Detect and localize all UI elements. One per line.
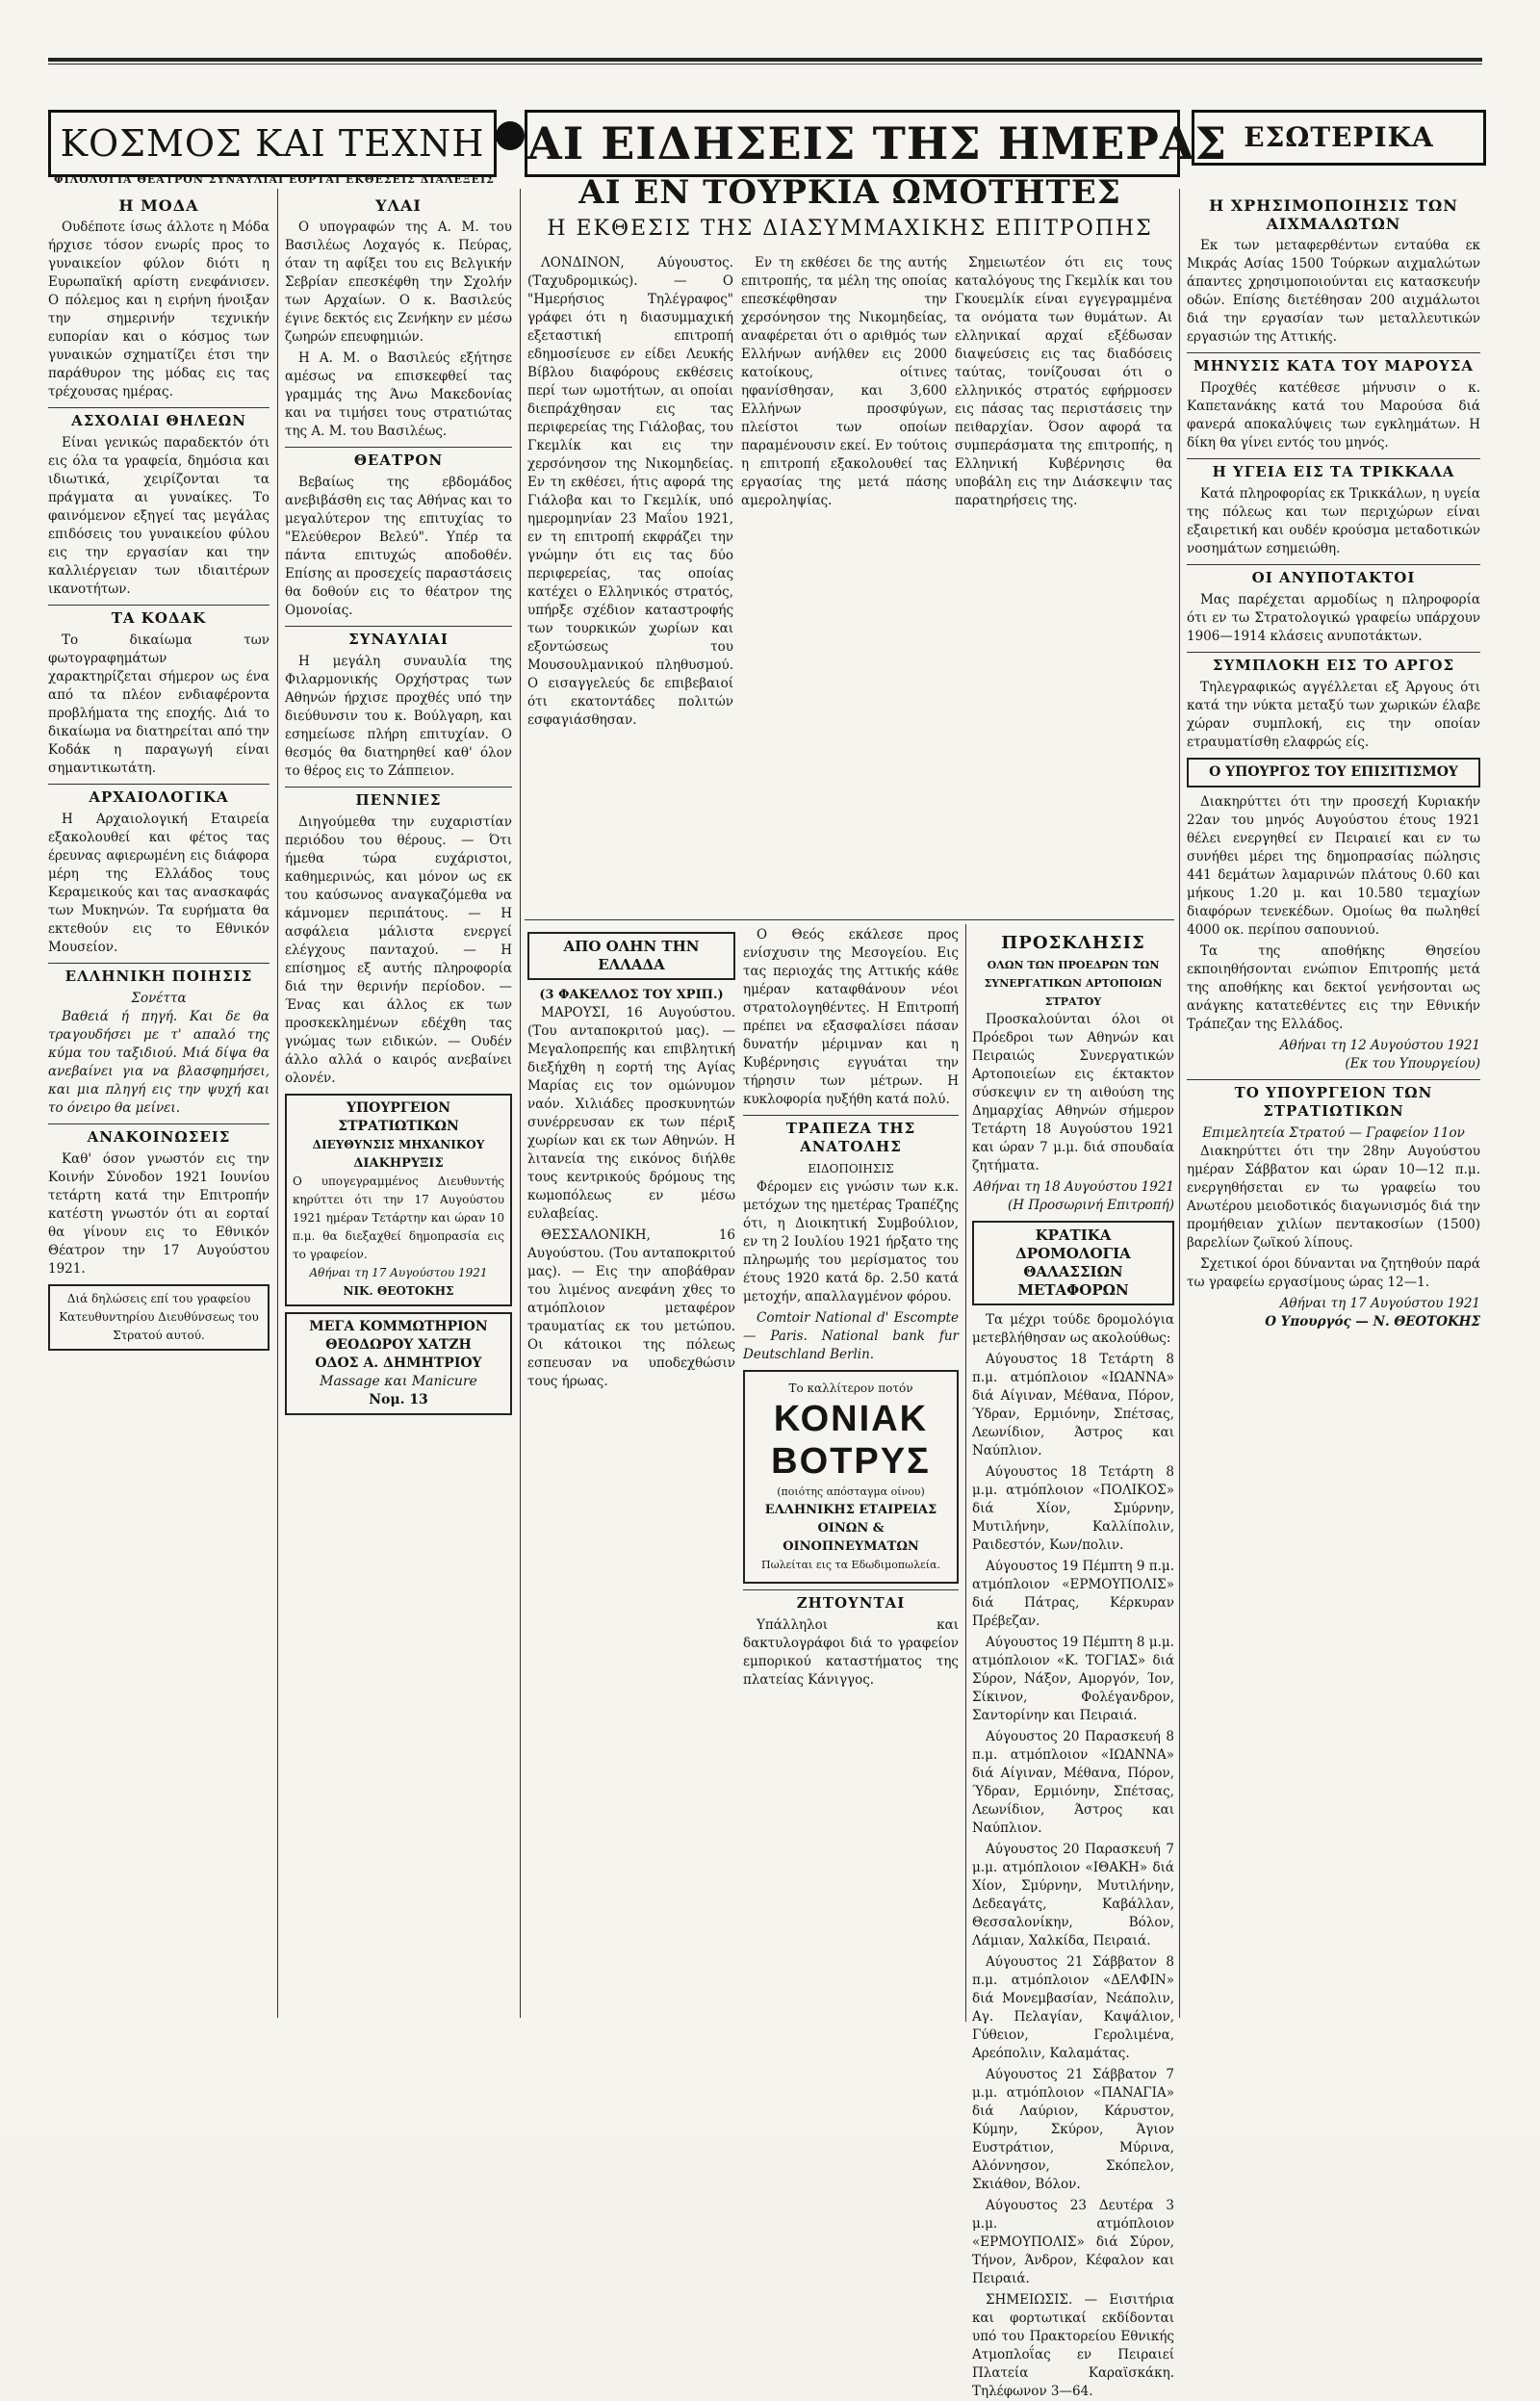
article-ugeia: Κατά πληροφορίας εκ Τρικκάλων, η υγεία της πόλεως και των περιχώρων είναι εξαιρετική και ουδέν κρούσμα μεταδοτικών νοσημάτων εσημειώθη. (1187, 486, 1480, 556)
heading-prosklisis-sub: ΟΛΩΝ ΤΩΝ ΠΡΟΕΔΡΩΝ ΤΩΝ ΣΥΝΕΡΓΑΤΙΚΩΝ ΑΡΤΟΠΟΙΩΝ ΣΤΡΑΤΟΥ (984, 959, 1163, 1008)
article-arxaiologika: Η Αρχαιολογική Εταιρεία εξακολουθεί και φέτος τας έρευνας αφιερωμένη εις διάφορα μέρη της Ελλάδος τους Κεραμεικούς και τας ανασκαφάς των Μυκηνών. Τα ευρήματα θα εκτεθούν εις το Εθνικόν Μουσείον. (48, 812, 270, 955)
article-askoliai: Είναι γενικώς παραδεκτόν ότι εις όλα τα γραφεία, δημόσια και ιδιωτικά, χειρίζονται τα πράγματα αι γυναίκες. Το φαινόμενον εξηγεί τας μεγάλας επιδόσεις του γυναικείου φύλου εις την εργασίαν και την καλλιέργειαν των ιδιαιτέρων ικανοτήτων. (48, 435, 270, 597)
article-prosklisis: Προσκαλούνται όλοι οι Πρόεδροι των Αθηνών και Πειραιώς Συνεργατικών Αρτοποιείων εις έκτακτον σύσκεψιν εν τη αιθούση της Δημαρχίας Αθηνών σήμερον Τετάρτη 18 Αυγούστου 1921 και ώραν 7 μ.μ. διά σπουδαία ζητήματα. (972, 1012, 1174, 1174)
article-argos: Τηλεγραφικώς αγγέλλεται εξ Άργους ότι κατά την νύκτα μεταξύ των χωρικών έλαβε χώραν συμπλοκή, εις την οποίαν ετραυματίσθη ελαφρώς είς. (1187, 680, 1480, 750)
ad-koniak-company: ΕΛΛΗΝΙΚΗΣ ΕΤΑΙΡΕΙΑΣ ΟΙΝΩΝ & ΟΙΝΟΠΝΕΥΜΑΤΩΝ (764, 1503, 937, 1554)
column-3-lower-left (527, 926, 735, 2019)
heading-moda: Η ΜΟΔΑ (118, 196, 199, 215)
article-ulai: Ο υπογραφών της Α. Μ. του Βασιλέως Λοχαγός κ. Πεύρας, όταν τη αφίξει του εις Βελγικήν Σεβρίαν επεσκέφθη την Σχολήν των Αρχαίων. Ο κ. Βασιλεύς έγινε δεκτός εις Ζενήκην εν μέσω ζωηρών επευφημιών. (285, 219, 512, 345)
ornament-icon (496, 121, 525, 150)
article-marousi: Προχθές κατέθεσε μήνυσιν ο κ. Καπετανάκης κατά του Μαρούσα διά φανερά αποκαλύψεις των εγκλημάτων. Η δίκη θα γίνει εντός του μηνός. (1187, 380, 1480, 451)
article-kodak: Το δικαίωμα των φωτογραφημάτων χαρακτηρίζεται σήμερον ως ένα από τα πλέον ενδιαφέροντα προβλήματα της εποχής. Διά το δικαίωμα να διατηρείται από την Κοδάκ η παραγωγή είναι σημαντικωτάτη. (48, 633, 270, 776)
column-1 (48, 189, 270, 2018)
poem-title: Σονέττα (131, 991, 187, 1006)
heading-stratiotikon-sub: Επιμελητεία Στρατού — Γραφείον 11ον (1202, 1125, 1465, 1141)
article-trapeza: Φέρομεν εις γνώσιν των κ.κ. μετόχων της ημετέρας Τραπέζης ότι, η Διοικητική Συμβούλιον, εν τη 2 Ιουλίου 1921 ήρξατο της πληρωμής του μερίσματος του έτους 1920 κατά δρ. 2.50 κατά μετοχήν, απαλλαγμένον φόρου. (743, 1179, 959, 1304)
lead-article-right: Σημειωτέον ότι εις τους καταλόγους της Γκεμλίκ και του Γκουεμλίκ είναι εγγεγραμμένα τα ονόματα των θυμάτων. Αι ελληνικαί αρχαί εξέδωσαν διαψεύσεις εις τας διαδόσεις ταύτας, τονίζουσαι ότι ο ελληνικός στρατός εφήρμοσεν εις πάσας τας περιστάσεις την πειθαρχίαν. Όσον αφορά τα συμπεράσματα της επιτροπής, η Ελληνική Κυβέρνησις θα υποβάλη εις την Διάσκεψιν τας παρατηρήσεις της. (955, 255, 1172, 508)
dromologio-item: Αύγουστος 18 Τετάρτη 8 π.μ. ατμόπλοιον «ΙΩΑΝΝΑ» διά Αίγιναν, Μέθανα, Πόρον, Ύδραν, Ερμιόνην, Σπέτσας, Λεωνίδιον, Άστρος και Ναύπλιον. (972, 1352, 1174, 1459)
epistitismou-date: Αθήναι τη 12 Αυγούστου 1921 (1279, 1038, 1480, 1053)
article-olia-2: ΘΕΣΣΑΛΟΝΙΚΗ, 16 Αυγούστου. (Του ανταποκριτού μας). — Εις την αποβάθραν του λιμένος ανεφάνη χθες το ατμόπλοιον μεταφέρον τραυματίας εκ του μετώπου. Οι κάτοικοι της πόλεως εσπευσαν να υποδεχθώσιν τους ήρωας. (527, 1227, 735, 1389)
heading-ulai: ΥΛΑΙ (375, 196, 422, 215)
masthead-rule (48, 58, 1482, 62)
column-2 (285, 189, 512, 2018)
ad-koniak-note: Πωλείται εις τα Εδωδιμοπωλεία. (761, 1559, 940, 1571)
notice-head: ΥΠΟΥΡΓΕΙΟΝ ΣΤΡΑΤΙΩΤΙΚΩΝ (338, 1100, 459, 1134)
dromologio-item: Αύγουστος 21 Σάββατον 7 μ.μ. ατμόπλοιον «ΠΑΝΑΓΙΑ» διά Λαύριον, Κάρυστον, Κύμην, Σκύρον, Άγιον Ευστράτιον, Μύρινα, Αλόννησον, Σκόπελον, Σκιάθον, Βόλον. (972, 2067, 1174, 2192)
heading-prosklisis: ΠΡΟΣΚΛΗΣΙΣ (1001, 933, 1145, 953)
heading-stratiotikon: ΤΟ ΥΠΟΥΡΓΕΙΟΝ ΤΩΝ ΣΤΡΑΤΙΩΤΙΚΩΝ (1187, 1079, 1480, 1121)
poem-text: Βαθειά ή πηγή. Και δε θα τραγουδήσει με τ' απαλό της κύμα του ταξιδιού. Μιά δίψα θα ανεβαίνει για να βλασφημήσει, και μια πληγή εις την ψυχή και το όνειρο θα μείνει. (48, 1009, 270, 1116)
ad-kommotirion-line1: ΘΕΟΔΩΡΟΥ ΧΑΤΖΗ (325, 1337, 472, 1353)
column-rule (520, 189, 521, 2018)
ad-koniak-sub: (ποιότης απόσταγμα οίνου) (777, 1485, 925, 1498)
heading-poiisis: ΕΛΛΗΝΙΚΗ ΠΟΙΗΣΙΣ (48, 963, 270, 986)
notice-date: Αθήναι τη 17 Αυγούστου 1921 (309, 1266, 488, 1279)
small-ad-text: Υπάλληλοι και δακτυλογράφοι διά το γραφείον εμπορικού καταστήματος της πλατείας Κάνιγγος. (743, 1617, 959, 1688)
lead-column-c (955, 254, 1172, 915)
dromologio-item: Αύγουστος 21 Σάββατον 8 π.μ. ατμόπλοιον «ΔΕΛΦΙΝ» διά Μονεμβασίαν, Νεάπολιν, Αγ. Πελαγίαν, Καψάλιον, Γύθειον, Γερολιμένα, Αρεόπολιν, Καλαμάτας. (972, 1954, 1174, 2061)
heading-small-ad: ΖΗΤΟΥΝΤΑΙ (743, 1589, 959, 1613)
article-theatron: Βεβαίως της εβδομάδος ανεβιβάσθη εις τας Αθήνας και το μεγαλύτερον της επιτυχίας το "Ελεύθερον Βελεύ". Υπέρ τα πάντα επιτυχώς αποδοθέν. Επίσης αι προσεχείς παραστάσεις θα δοθούν εις το θέατρον της Ομονοίας. (285, 475, 512, 618)
dromologio-item: Αύγουστος 23 Δευτέρα 3 μ.μ. ατμόπλοιον «ΕΡΜΟΥΠΟΛΙΣ» διά Σύρον, Τήνον, Άνδρον, Κέφαλον και Πειραιά. (972, 2198, 1174, 2286)
notice-sub2: ΔΙΑΚΗΡΥΞΙΣ (353, 1156, 444, 1171)
heading-aixmalotoi: Η ΧΡΗΣΙΜΟΠΟΙΗΣΙΣ ΤΩΝ ΑΙΧΜΑΛΩΤΩΝ (1209, 196, 1458, 233)
article-col3b: Ο Θεός εκάλεσε προς ενίσχυσιν της Μεσογείου. Εις τας περιοχάς της Αττικής κάθε ημέραν καταφθάνουν νέοι στρατολογηθέντες. Η Επιτροπή πρέπει να εξασφαλίσει πάσαν δυνατήν μέριμναν και η Κυβέρνησις εγγυάται την τήρησιν των μέτρων. Η κυκλοφορία ηυξήθη κατά πολύ. (743, 927, 959, 1107)
heading-olia-sub: (3 ΦΑΚΕΛΛΟΣ ΤΟΥ ΧΡΙΠ.) (539, 988, 724, 1002)
heading-anakoinoseis: ΑΝΑΚΟΙΝΩΣΕΙΣ (48, 1123, 270, 1147)
notice-stratiotikon-box (285, 1094, 512, 1306)
dromologio-item: Αύγουστος 19 Πέμπτη 8 μ.μ. ατμόπλοιον «Κ. ΤΟΓΙΑΣ» διά Σύρον, Νάξον, Αμοργόν, Ίον, Σίκινον, Φολέγανδρον, Σαντορίνην και Πειραιά. (972, 1635, 1174, 1723)
heading-epistitismou: Ο ΥΠΟΥΡΓΟΣ ΤΟΥ ΕΠΙΣΙΤΙΣΜΟΥ (1187, 758, 1480, 787)
masthead-rule-thin (48, 64, 1482, 65)
notice-text: Ο υπογεγραμμένος Διευθυντής κηρύττει ότι την 17 Αυγούστου 1921 ημέραν Τετάρτην και ώραν 10 π.μ. θα διεξαχθεί δημοπρασία εις το γραφείον. (293, 1175, 504, 1261)
section-rule (525, 919, 1174, 920)
heading-olia: ΑΠΟ ΟΛΗΝ ΤΗΝ ΕΛΛΑΔΑ (527, 932, 735, 980)
heading-askoliai: ΑΣΧΟΛΙΑΙ ΘΗΛΕΩΝ (48, 407, 270, 430)
ad-kommotirion (285, 1312, 512, 1415)
article-ulai-2: Η Α. Μ. ο Βασιλεύς εξήτησε αμέσως να επισκεφθεί τας γραμμάς της Άνω Μακεδονίας και να τιμήσει τους στρατιώτας της Α. Μ. του Βασιλέως. (285, 350, 512, 439)
main-subheadline: Η ΕΚΘΕΣΙΣ ΤΗΣ ΔΙΑΣΥΜΜΑΧΙΚΗΣ ΕΠΙΤΡΟΠΗΣ (547, 217, 1153, 241)
article-stratiotikon: Διακηρύττει ότι την 28ην Αυγούστου ημέραν Σάββατον και ώραν 10—12 π.μ. ενεργηθήσεται εν τω γραφείω του Ανωτέρου μειοδοτικός διαγωνισμός διά την προμήθειαν χιλίων πεντακοσίων (1500) βαρελίων ζωϊκού λίπους. (1187, 1144, 1480, 1251)
dromologio-item: Αύγουστος 20 Παρασκευή 7 μ.μ. ατμόπλοιον «ΙΘΑΚΗ» διά Χίον, Σμύρνην, Μυτιλήνην, Δεδεαγάτς, Καβάλλαν, Θεσσαλονίκην, Βόλον, Λάμιαν, Χαλκίδα, Πειραιά. (972, 1842, 1174, 1949)
notice-sign: ΝΙΚ. ΘΕΟΤΟΚΗΣ (343, 1284, 454, 1298)
trapeza-banks: Comtoir National d' Escompte — Paris. National bank fur Deutschland Berlin. (743, 1310, 959, 1362)
heading-trapeza: ΤΡΑΠΕΖΑ ΤΗΣ ΑΝΑΤΟΛΗΣ (743, 1115, 959, 1156)
notice-box: Διά δηλώσεις επί του γραφείου Κατευθυντηρίου Διευθύνσεως του Στρατού αυτού. (48, 1284, 270, 1351)
dromologia-intro: Τα μέχρι τούδε δρομολόγια μετεβλήθησαν ως ακολούθως: (972, 1312, 1174, 1346)
ad-kommotirion-line3: Massage και Manicure (320, 1374, 477, 1389)
heading-anupotaktoi: ΟΙ ΑΝΥΠΟΤΑΚΤΟΙ (1187, 564, 1480, 587)
ad-kommotirion-line2: ΟΔΟΣ Α. ΔΗΜΗΤΡΙΟΥ (315, 1355, 482, 1371)
heading-trapeza-sub: ΕΙΔΟΠΟΙΗΣΙΣ (808, 1162, 894, 1175)
lead-article-middle: Εν τη εκθέσει δε της αυτής επιτροπής, τα μέλη της οποίας επεσκέφθησαν την χερσόνησον της Νικομηδείας, αναφέρεται ότι ο αριθμός των Ελλήνων ανήλθεν εις 2000 κατοίκους, οίτινες ηφανίσθησαν, και 3,600 Ελλήνων προσφύγων, πλείστοι των οποίων παραμένουσιν εκεί. Εν τούτοις η επιτροπή εξακολουθεί τας εργασίας της μετά πάσης αμεροληψίας. (741, 255, 947, 508)
article-pennies: Διηγούμεθα την ευχαριστίαν περιόδου του θέρους. — Ότι ήμεθα τώρα ευχάριστοι, καθημερινώς, και μόνον ως εκ του καύσωνος αναγκαζόμεθα να κάμνομεν περιπάτους. — Η ασφάλεια μάλιστα ενεργεί ελέγχους πανταχού. — Η επίσημος εξ αυτής πληροφορία διά την θερινήν περίοδον. — Ένας και άλλος εκ των προσκεκλημένων εδέχθη τας γνώμας των ειδικών. — Ουδέν άλλο αλλά ο καιρός ανεβαίνει ολονέν. (285, 814, 512, 1086)
heading-kodak: ΤΑ ΚΟΔΑΚ (48, 605, 270, 628)
ad-kommotirion-line4: Νομ. 13 (369, 1392, 428, 1407)
notice-sub: ΔΙΕΥΘΥΝΣΙΣ ΜΗΧΑΝΙΚΟΥ (312, 1138, 485, 1151)
column-rule (1179, 189, 1180, 2018)
epistitismou-sign: (Εκ του Υπουργείου) (1345, 1056, 1480, 1071)
ad-koniak (743, 1370, 959, 1584)
dromologio-item: Αύγουστος 20 Παρασκευή 8 π.μ. ατμόπλοιον «ΙΩΑΝΝΑ» διά Αίγιναν, Μέθανα, Πόρον, Ύδραν, Ερμιόνην, Σπέτσας, Λεωνίδιον, Άστρος και Ναύπλιον. (972, 1729, 1174, 1836)
dromologio-item: Αύγουστος 19 Πέμπτη 9 π.μ. ατμόπλοιον «ΕΡΜΟΥΠΟΛΙΣ» διά Πάτρας, Κέρκυραν Πρέβεζαν. (972, 1559, 1174, 1629)
dromologio-item: Αύγουστος 18 Τετάρτη 8 μ.μ. ατμόπλοιον «ΠΟΛΙΚΟΣ» διά Χίον, Σμύρνην, Μυτιλήνην, Καλλίπολιν, Ραιδεστόν, Κων/πολιν. (972, 1464, 1174, 1553)
article-olia: ΜΑΡΟΥΣΙ, 16 Αυγούστου. (Του ανταποκριτού μας). — Μεγαλοπρεπής και επιβλητική διεξήχθη η εορτή της Αγίας Μαρίας εις τον ομώνυμον ναόν. Χιλιάδες προσκυνητών συνέρρευσαν εκ των πέριξ χωρίων και εκ των Αθηνών. Η λιτανεία της εικόνος διήλθε τους κεντρικούς δρόμους της κωμοπόλεως εν μέσω ευλαβείας. (527, 1005, 735, 1222)
lead-article: ΛΟΝΔΙΝΟΝ, Αύγουστος. (Ταχυδρομικώς). — Ο "Ημερήσιος Τηλέγραφος" γράφει ότι η διασυμμαχική εξεταστική επιτροπή εδημοσίευσε εν είδει Λευκής Βίβλου διαφόρους εκθέσεις περί των ωμοτήτων, αι οποίαι διεπράχθησαν εις τας περιφερείας της Γιάλοβας, του Γκεμλίκ και εις την χερσόνησον της Νικομηδείας. Εν τη εκθέσει, ήτις αφορά της Γιάλοβα και το Γκεμλίκ, υπό ημερομηνίαν 23 Μαΐου 1921, εν τη επιτροπή εκφράζει την γνώμην ότι εις τας δύο περιφερείας, τας οποίας κατέχει ο Ελληνικός στρατός, υπήρξε σχέδιον καταστροφής των τουρκικών χωρίων και εξοντώσεως του Μουσουλμανικού πληθυσμού. Ο εισαγγελεύς δε επιβεβαιοί ότι εκατοντάδες πολιτών εσφαγιάσθησαν. (527, 255, 733, 728)
heading-sunaulia: ΣΥΝΑΥΛΙΑΙ (285, 626, 512, 649)
section-banner-left: ΚΟΣΜΟΣ ΚΑΙ ΤΕΧΝΗ (48, 110, 497, 177)
ad-koniak-main: ΚΟΝΙΑΚ ΒΟΤΡΥΣ (771, 1399, 931, 1482)
article-epistitismou-2: Τα της αποθήκης Θησείου εκποιηθήσονται ενώπιον Επιτροπής μετά της αποθήκης και δεκτοί γενήσονται ως ανάγκης κατατεθέντες εις την Εθνικήν Τράπεζαν της Ελλάδος. (1187, 943, 1480, 1032)
lead-column-a (527, 254, 733, 915)
prosklisis-date: Αθήναι τη 18 Αυγούστου 1921 (973, 1179, 1174, 1195)
heading-arxaiologika: ΑΡΧΑΙΟΛΟΓΙΚΑ (48, 784, 270, 807)
article-aixmalotoi: Εκ των μεταφερθέντων ενταύθα εκ Μικράς Ασίας 1500 Τούρκων αιχμαλώτων άπαντες χρησιμοποιούνται εις κατασκευήν οδών. Επίσης διετέθησαν 200 αιχμάλωτοι διά την εργασίαν των μεταλλευτικών εργασιών της Αττικής. (1187, 238, 1480, 345)
heading-marousi: ΜΗΝΥΣΙΣ ΚΑΤΑ ΤΟΥ ΜΑΡΟΥΣΑ (1187, 352, 1480, 375)
ad-kommotirion-head: ΜΕΓΑ ΚΟΜΜΩΤΗΡΙΟΝ (309, 1319, 488, 1334)
column-5 (1187, 189, 1480, 2018)
heading-dromologia: ΚΡΑΤΙΚΑ ΔΡΟΜΟΛΟΓΙΑ ΘΑΛΑΣΣΙΩΝ ΜΕΤΑΦΟΡΩΝ (972, 1221, 1174, 1305)
column-rule (965, 924, 966, 2022)
article-moda: Ουδέποτε ίσως άλλοτε η Μόδα ήρχισε τόσον ενωρίς προς το γυναικείον φύλον διότι η Ευρωπαϊκή αρίστη ενεφάνισεν. Ο πόλεμος και η ειρήνη ήνοιξαν την σημερινήν τεχνικήν ευπορίαν και ο κόσμος των γυναικών σχηματίζει έτσι την παράθυρον της μόδας εις τας τρέχουσας ημέρας. (48, 219, 270, 400)
section-banner-center: ΑΙ ΕΙΔΗΣΕΙΣ ΤΗΣ ΗΜΕΡΑΣ (525, 110, 1180, 177)
heading-ugeia: Η ΥΓΕΙΑ ΕΙΣ ΤΑ ΤΡΙΚΚΑΛΑ (1187, 458, 1480, 481)
column-4 (972, 926, 1174, 2399)
main-headline: ΑΙ ΕΝ ΤΟΥΡΚΙΑ ΩΜΟΤΗΤΕΣ (578, 173, 1121, 212)
heading-argos: ΣΥΜΠΛΟΚΗ ΕΙΣ ΤΟ ΑΡΓΟΣ (1187, 652, 1480, 675)
column-rule (277, 189, 278, 2018)
ad-koniak-small: Το καλλίτερον ποτόν (788, 1381, 913, 1395)
article-anupotaktoi: Μας παρέχεται αρμοδίως η πληροφορία ότι εν τω Στρατολογικώ γραφείω υπάρχουν 1906—1914 κλάσεις ανυποτάκτων. (1187, 592, 1480, 644)
stratiotikon-sign: Ο Υπουργός — Ν. ΘΕΟΤΟΚΗΣ (1265, 1314, 1480, 1330)
prosklisis-sign: (Η Προσωρινή Επιτροπή) (1008, 1198, 1174, 1213)
section-subtitle: ΦΙΛΟΛΟΓΙΑ ΘΕΑΤΡΟΝ ΣΥΝΑΥΛΙΑΙ ΕΟΡΤΑΙ ΕΚΘΕΣΕΙΣ ΔΙΑΛΕΞΕΙΣ (54, 173, 495, 186)
article-anakoinoseis: Καθ' όσον γνωστόν εις την Κοινήν Σύνοδον 1921 Ιουνίου τετάρτη κατά την Επιτροπήν κατέστη γνωστόν ότι αι εορταί θα γίνουν εις το Εθνικόν Θέατρον την 17 Αυγούστου 1921. (48, 1151, 270, 1277)
stratiotikon-date: Αθήναι τη 17 Αυγούστου 1921 (1279, 1296, 1480, 1311)
section-banner-right: ΕΣΩΤΕΡΙΚΑ (1192, 110, 1486, 166)
heading-pennies: ΠΕΝΝΙΕΣ (285, 787, 512, 810)
article-stratiotikon-2: Σχετικοί όροι δύνανται να ζητηθούν παρά τω γραφείω εργασίμους ώρας 12—1. (1187, 1256, 1480, 1290)
column-3-lower-right (743, 926, 959, 2019)
dromologia-note: ΣΗΜΕΙΩΣΙΣ. — Εισιτήρια και φορτωτικαί εκδίδονται υπό του Πρακτορείου Εθνικής Ατμοπλοΐας εν Πειραιεί Πλατεία Καραϊσκάκη. Τηλέφωνον 3—64. (972, 2292, 1174, 2399)
article-sunaulia: Η μεγάλη συναυλία της Φιλαρμονικής Ορχήστρας των Αθηνών ήρχισε προχθές υπό την διεύθυνσιν του κ. Βούλγαρη, και εσημείωσε πλήρη επιτυχίαν. Ο θεσμός θα διατηρηθεί καθ' όλον το θέρος εις το Ζάππειον. (285, 654, 512, 779)
heading-theatron: ΘΕΑΤΡΟΝ (285, 447, 512, 470)
article-epistitismou: Διακηρύττει ότι την προσεχή Κυριακήν 22αν του μηνός Αυγούστου έτους 1921 θέλει ενεργηθεί εν Πειραιεί και εν τω συνήθει μέρει της δημοπρασίας πώλησις 441 δεμάτων λαμαρινών πλάτους 0.60 και μήκους 1.20 μ. και 10.580 τεμαχίων διαφόρων τενεκέδων. Ομοίως θα πωληθεί 4000 οκ. περίπου σαπουνιού. (1187, 794, 1480, 938)
lead-column-b (741, 254, 947, 915)
